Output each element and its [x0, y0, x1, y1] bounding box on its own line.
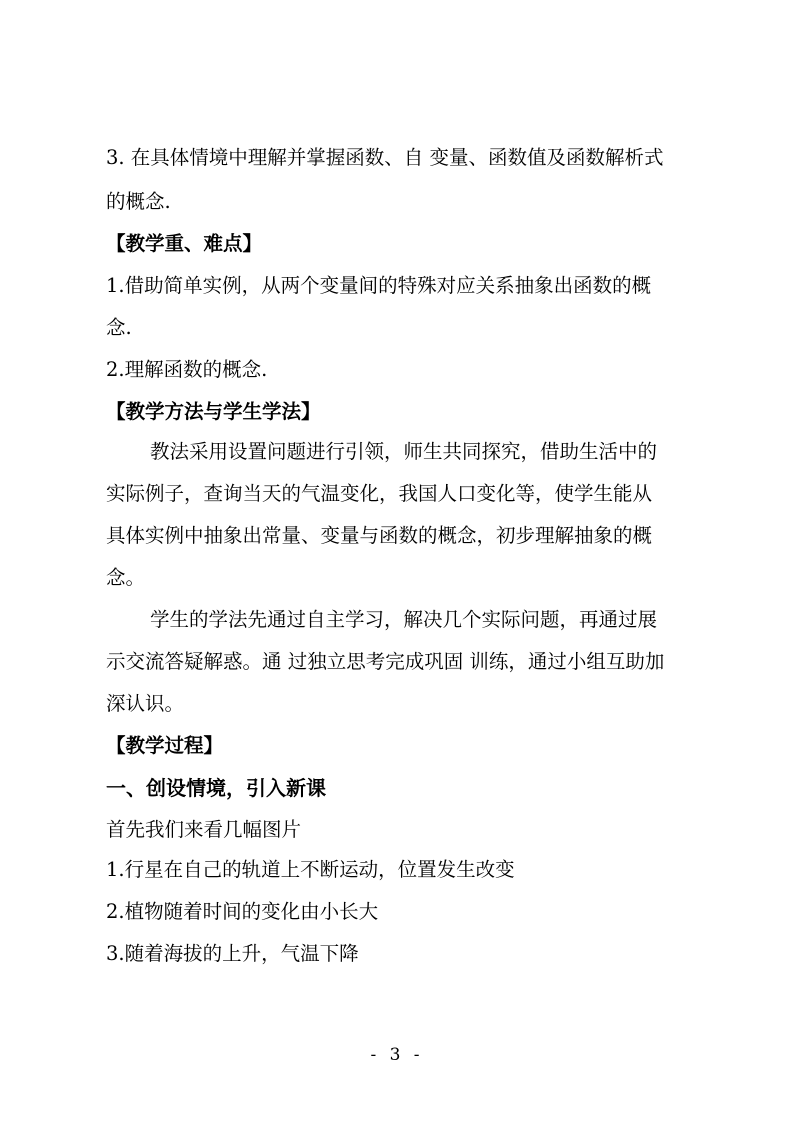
process-intro: 首先我们来看几幅图片: [106, 818, 302, 841]
learning-method-line-1: 学生的学法先通过自主学习，解决几个实际问题，再通过展: [150, 608, 658, 631]
teaching-method-line-3: 具体实例中抽象出常量、变量与函数的概念，初步理解抽象的概: [106, 524, 653, 547]
key-points-heading: 【教学重、难点】: [106, 232, 263, 255]
process-item-2: 2.植物随着时间的变化由小长大: [106, 900, 379, 923]
teaching-method-line-4: 念。: [106, 566, 146, 589]
process-item-1: 1.行星在自己的轨道上不断运动，位置发生改变: [106, 858, 515, 881]
key-point-item-1-line-1: 1.借助简单实例，从两个变量间的特殊对应关系抽象出函数的概: [106, 274, 652, 297]
key-point-item-1-line-2: 念.: [106, 316, 132, 339]
learning-method-line-2: 示交流答疑解惑。通 过独立思考完成巩固 训练，通过小组互助加: [106, 650, 665, 673]
learning-method-line-3: 深认识。: [106, 692, 185, 715]
teaching-method-line-1: 教法采用设置问题进行引领，师生共同探究，借助生活中的: [150, 440, 658, 463]
key-point-item-2: 2.理解函数的概念.: [106, 358, 268, 381]
methods-heading: 【教学方法与学生学法】: [106, 400, 321, 423]
page-number: - 3 -: [370, 1045, 424, 1065]
process-item-3: 3.随着海拔的上升，气温下降: [106, 942, 359, 965]
objective-item-3-line-1: 3. 在具体情境中理解并掌握函数、自 变量、函数值及函数解析式: [106, 146, 664, 169]
section-1-title: 一、创设情境，引入新课: [106, 776, 326, 800]
objective-item-3-line-2: 的概念.: [106, 190, 171, 213]
teaching-method-line-2: 实际例子，查询当天的气温变化，我国人口变化等，使学生能从: [106, 482, 653, 505]
process-heading: 【教学过程】: [106, 734, 224, 757]
